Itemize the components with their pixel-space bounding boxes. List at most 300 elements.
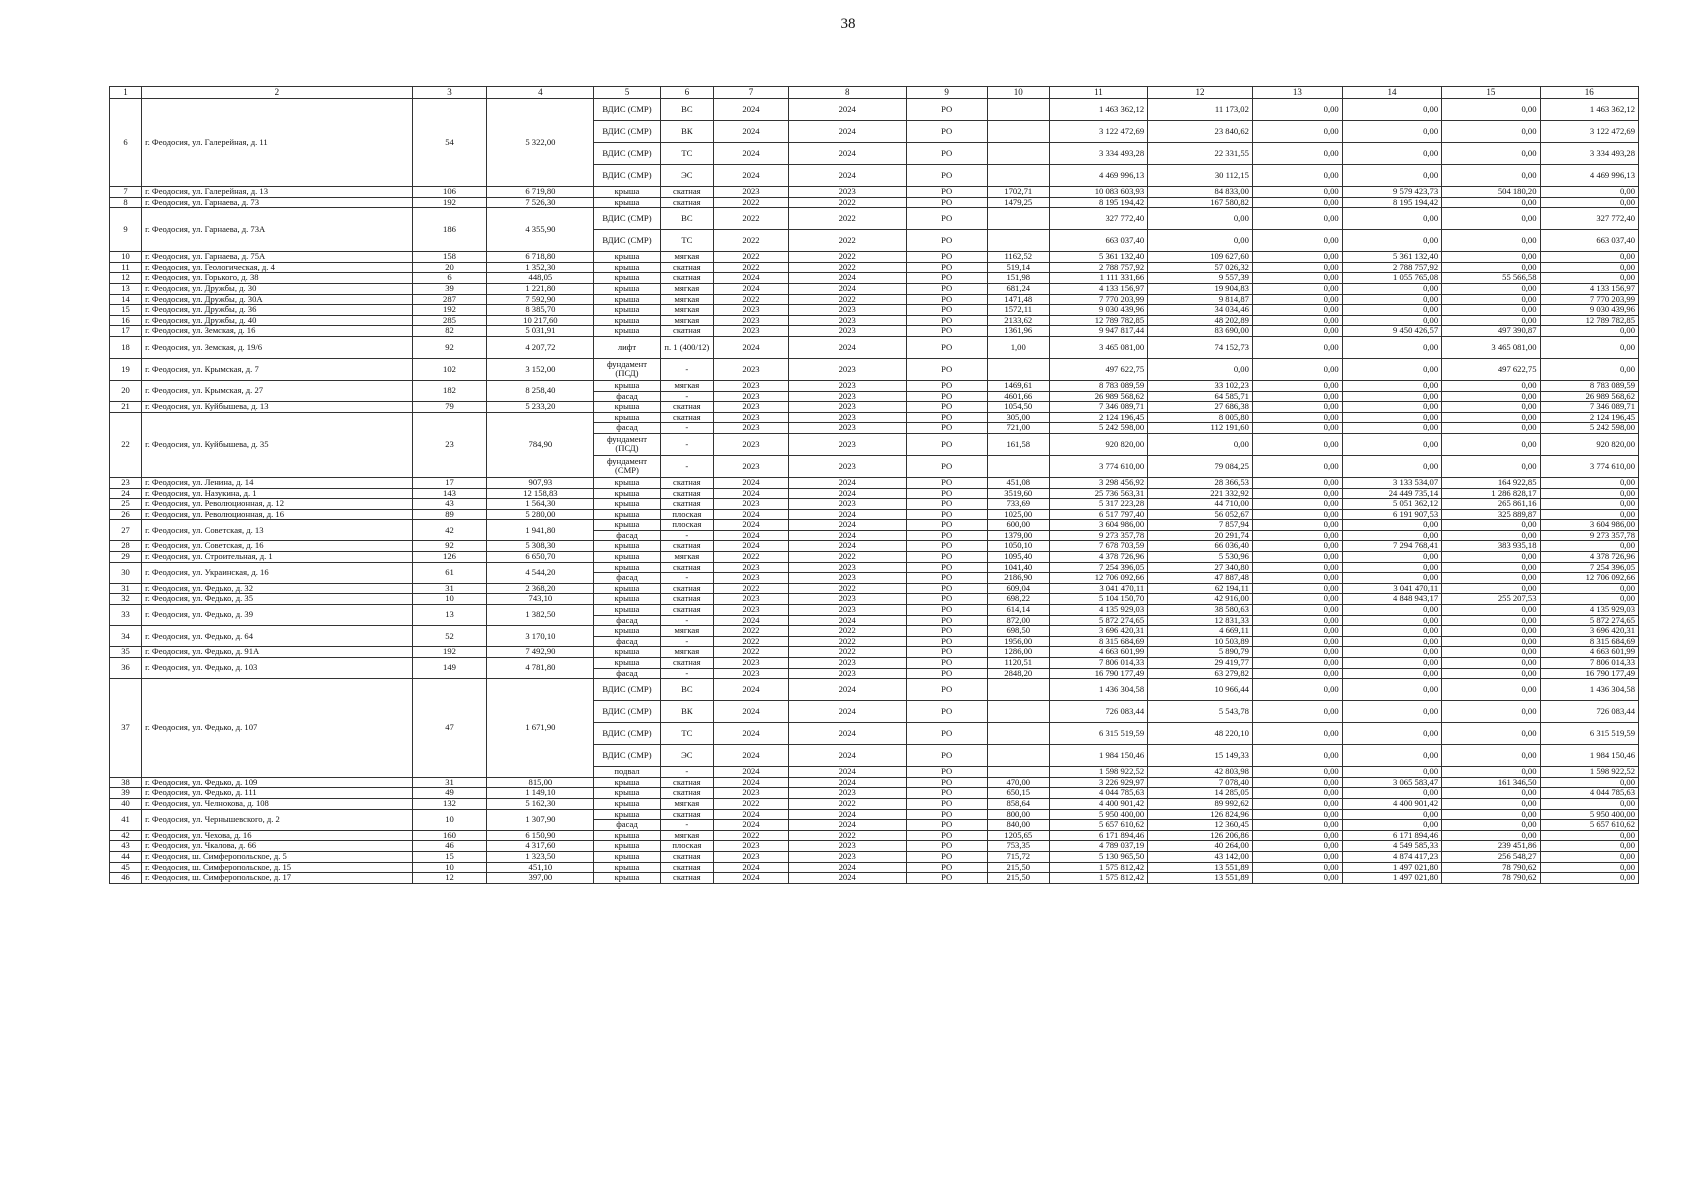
apartments-cell: 149 (412, 658, 487, 679)
value-cell: 0,00 (1252, 594, 1342, 605)
value-cell: 2 788 757,92 (1342, 262, 1441, 273)
row-number: 20 (110, 380, 142, 401)
value-cell: 2024 (788, 862, 906, 873)
value-cell: скатная (660, 477, 713, 488)
value-cell: 2186,90 (987, 573, 1049, 584)
area-cell: 1 352,30 (487, 262, 594, 273)
repair-register-table (109, 86, 1639, 884)
value-cell: 2023 (788, 402, 906, 413)
value-cell: 5 890,79 (1148, 647, 1253, 658)
value-cell: 4 378 726,96 (1540, 552, 1638, 563)
value-cell: 22 331,55 (1148, 143, 1253, 165)
value-cell: 62 194,11 (1148, 583, 1253, 594)
value-cell: крыша (594, 262, 660, 273)
column-number: 14 (1342, 87, 1441, 99)
value-cell: 0,00 (1540, 509, 1638, 520)
apartments-cell: 39 (412, 283, 487, 294)
value-cell: 8 315 684,69 (1049, 636, 1147, 647)
value-cell: скатная (660, 862, 713, 873)
value-cell: ВС (660, 679, 713, 701)
apartments-cell: 17 (412, 477, 487, 488)
value-cell: РО (906, 336, 987, 358)
value-cell: 38 580,63 (1148, 605, 1253, 616)
value-cell: РО (906, 380, 987, 391)
value-cell: 3 334 493,28 (1049, 143, 1147, 165)
apartments-cell: 82 (412, 326, 487, 337)
value-cell: 126 206,86 (1148, 830, 1253, 841)
area-cell: 743,10 (487, 594, 594, 605)
value-cell: 0,00 (1442, 423, 1540, 434)
value-cell: РО (906, 433, 987, 455)
column-number: 3 (412, 87, 487, 99)
row-number: 23 (110, 477, 142, 488)
value-cell: 2024 (788, 873, 906, 884)
value-cell: РО (906, 562, 987, 573)
address-cell: г. Феодосия, ул. Советская, д. 13 (142, 520, 413, 541)
table-row (110, 851, 1639, 862)
value-cell: крыша (594, 477, 660, 488)
value-cell: 2024 (788, 541, 906, 552)
value-cell: 1286,00 (987, 647, 1049, 658)
value-cell: 2023 (714, 788, 789, 799)
value-cell: 1 111 331,66 (1049, 273, 1147, 284)
value-cell: 325 889,87 (1442, 509, 1540, 520)
value-cell: 2024 (788, 723, 906, 745)
value-cell: 161,58 (987, 433, 1049, 455)
value-cell: ТС (660, 143, 713, 165)
value-cell: 0,00 (1442, 788, 1540, 799)
value-cell: 2022 (788, 647, 906, 658)
value-cell: ВДИС (СМР) (594, 121, 660, 143)
value-cell: 28 366,53 (1148, 477, 1253, 488)
value-cell: 1 286 828,17 (1442, 488, 1540, 499)
value-cell: 12 706 092,66 (1540, 573, 1638, 584)
row-number: 37 (110, 679, 142, 778)
value-cell: 7 346 089,71 (1049, 402, 1147, 413)
value-cell: 2024 (714, 862, 789, 873)
column-number: 11 (1049, 87, 1147, 99)
value-cell: 2023 (788, 499, 906, 510)
column-number: 12 (1148, 87, 1253, 99)
value-cell: фундамент (ПСД) (594, 358, 660, 380)
apartments-cell: 192 (412, 647, 487, 658)
value-cell: 0,00 (1148, 230, 1253, 252)
value-cell: крыша (594, 380, 660, 391)
value-cell: 0,00 (1540, 187, 1638, 198)
value-cell: 2024 (788, 809, 906, 820)
apartments-cell: 10 (412, 594, 487, 605)
address-cell: г. Феодосия, ул. Галерейная, д. 13 (142, 187, 413, 198)
value-cell: фасад (594, 423, 660, 434)
value-cell: 0,00 (1342, 315, 1441, 326)
value-cell: РО (906, 294, 987, 305)
value-cell: 2023 (714, 658, 789, 669)
value-cell: 2023 (714, 499, 789, 510)
apartments-cell: 89 (412, 509, 487, 520)
value-cell: 0,00 (1442, 679, 1540, 701)
table-row (110, 358, 1639, 380)
value-cell: 0,00 (1442, 294, 1540, 305)
value-cell: мягкая (660, 798, 713, 809)
value-cell: ТС (660, 723, 713, 745)
value-cell: 33 102,23 (1148, 380, 1253, 391)
value-cell: РО (906, 283, 987, 294)
value-cell: 0,00 (1442, 208, 1540, 230)
address-cell: г. Феодосия, ул. Дружбы, д. 30 (142, 283, 413, 294)
value-cell: 0,00 (1252, 820, 1342, 831)
value-cell: 2022 (714, 262, 789, 273)
value-cell: 0,00 (1540, 358, 1638, 380)
value-cell: 2022 (714, 798, 789, 809)
value-cell: РО (906, 262, 987, 273)
value-cell: 5 242 598,00 (1540, 423, 1638, 434)
table-row (110, 336, 1639, 358)
row-number: 36 (110, 658, 142, 679)
value-cell: 2023 (714, 391, 789, 402)
value-cell: 6 315 519,59 (1049, 723, 1147, 745)
value-cell: 4 663 601,99 (1540, 647, 1638, 658)
value-cell: 0,00 (1342, 723, 1441, 745)
address-cell: г. Феодосия, ул. Гарнаева, д. 73А (142, 208, 413, 252)
value-cell: 1205,65 (987, 830, 1049, 841)
value-cell: 0,00 (1252, 488, 1342, 499)
value-cell: 2022 (714, 294, 789, 305)
table-row (110, 658, 1639, 669)
table-row (110, 509, 1639, 520)
value-cell: РО (906, 626, 987, 637)
value-cell: 0,00 (1252, 455, 1342, 477)
value-cell: 0,00 (1252, 391, 1342, 402)
value-cell: 221 332,92 (1148, 488, 1253, 499)
value-cell: 2024 (788, 121, 906, 143)
address-cell: г. Феодосия, ул. Гарнаева, д. 75А (142, 252, 413, 263)
value-cell: 26 989 568,62 (1540, 391, 1638, 402)
value-cell: 0,00 (1442, 723, 1540, 745)
value-cell: 13 551,89 (1148, 873, 1253, 884)
value-cell: 0,00 (1252, 326, 1342, 337)
value-cell: 0,00 (1252, 767, 1342, 778)
value-cell: фасад (594, 668, 660, 679)
value-cell: 40 264,00 (1148, 841, 1253, 852)
apartments-cell: 160 (412, 830, 487, 841)
area-cell: 6 650,70 (487, 552, 594, 563)
value-cell: 9 030 439,96 (1049, 305, 1147, 316)
value-cell: РО (906, 788, 987, 799)
value-cell: 2024 (714, 777, 789, 788)
value-cell: 2023 (788, 315, 906, 326)
column-number: 15 (1442, 87, 1540, 99)
value-cell: 0,00 (1540, 841, 1638, 852)
address-cell: г. Феодосия, ул. Федько, д. 35 (142, 594, 413, 605)
value-cell: 11 173,02 (1148, 99, 1253, 121)
value-cell: 126 824,96 (1148, 809, 1253, 820)
value-cell: 0,00 (1442, 605, 1540, 616)
value-cell: 8 783 089,59 (1540, 380, 1638, 391)
register-body (110, 87, 1639, 884)
value-cell: 2022 (714, 636, 789, 647)
row-number: 14 (110, 294, 142, 305)
value-cell: мягкая (660, 626, 713, 637)
value-cell: п. 1 (400/12) (660, 336, 713, 358)
value-cell: 0,00 (1342, 552, 1441, 563)
row-number: 10 (110, 252, 142, 263)
value-cell: РО (906, 658, 987, 669)
value-cell: 2024 (788, 777, 906, 788)
value-cell: 1 984 150,46 (1049, 745, 1147, 767)
row-number: 15 (110, 305, 142, 316)
row-number: 30 (110, 562, 142, 583)
row-number: 7 (110, 187, 142, 198)
value-cell: 2023 (788, 412, 906, 423)
value-cell: - (660, 820, 713, 831)
apartments-cell: 10 (412, 862, 487, 873)
value-cell: 0,00 (1252, 99, 1342, 121)
value-cell: 726 083,44 (1540, 701, 1638, 723)
value-cell: скатная (660, 594, 713, 605)
value-cell: РО (906, 530, 987, 541)
column-number: 7 (714, 87, 789, 99)
value-cell: фасад (594, 820, 660, 831)
value-cell: РО (906, 668, 987, 679)
apartments-cell: 192 (412, 197, 487, 208)
value-cell: 9 273 357,78 (1049, 530, 1147, 541)
value-cell: 0,00 (1252, 252, 1342, 263)
value-cell: 0,00 (1252, 830, 1342, 841)
value-cell: 0,00 (1342, 788, 1441, 799)
value-cell: 6 517 797,40 (1049, 509, 1147, 520)
value-cell: скатная (660, 187, 713, 198)
value-cell: 0,00 (1442, 626, 1540, 637)
value-cell: 0,00 (1442, 767, 1540, 778)
value-cell: 2024 (788, 477, 906, 488)
area-cell: 1 564,30 (487, 499, 594, 510)
value-cell: 0,00 (1342, 294, 1441, 305)
value-cell: 2024 (788, 530, 906, 541)
value-cell: 0,00 (1540, 830, 1638, 841)
row-number: 39 (110, 788, 142, 799)
value-cell: 0,00 (1540, 777, 1638, 788)
value-cell: 24 449 735,14 (1342, 488, 1441, 499)
value-cell: крыша (594, 658, 660, 669)
value-cell: 8 315 684,69 (1540, 636, 1638, 647)
value-cell: 2024 (788, 767, 906, 778)
area-cell: 7 492,90 (487, 647, 594, 658)
value-cell: 27 686,38 (1148, 402, 1253, 413)
value-cell: ВДИС (СМР) (594, 745, 660, 767)
value-cell: ВДИС (СМР) (594, 230, 660, 252)
value-cell: 5 104 150,70 (1049, 594, 1147, 605)
row-number: 26 (110, 509, 142, 520)
value-cell: мягкая (660, 380, 713, 391)
area-cell: 8 258,40 (487, 380, 594, 401)
value-cell: 0,00 (1342, 745, 1441, 767)
value-cell: 0,00 (1442, 668, 1540, 679)
value-cell: 2023 (714, 562, 789, 573)
area-cell: 10 217,60 (487, 315, 594, 326)
value-cell: 2023 (714, 358, 789, 380)
value-cell: 0,00 (1442, 283, 1540, 294)
value-cell: 2022 (714, 647, 789, 658)
value-cell: 0,00 (1442, 820, 1540, 831)
value-cell: 9 814,87 (1148, 294, 1253, 305)
value-cell: 504 180,20 (1442, 187, 1540, 198)
value-cell: 3 041 470,11 (1049, 583, 1147, 594)
apartments-cell: 6 (412, 273, 487, 284)
value-cell: 0,00 (1252, 121, 1342, 143)
value-cell: 4 044 785,63 (1540, 788, 1638, 799)
value-cell: крыша (594, 605, 660, 616)
value-cell (987, 358, 1049, 380)
value-cell: 5 872 274,65 (1540, 615, 1638, 626)
table-row (110, 294, 1639, 305)
value-cell: 600,00 (987, 520, 1049, 531)
value-cell: 7 806 014,33 (1049, 658, 1147, 669)
apartments-cell: 12 (412, 873, 487, 884)
value-cell: 19 904,83 (1148, 283, 1253, 294)
value-cell: 0,00 (1442, 433, 1540, 455)
value-cell: 1054,50 (987, 402, 1049, 413)
value-cell: 0,00 (1442, 658, 1540, 669)
value-cell: РО (906, 187, 987, 198)
value-cell: 4 135 929,03 (1540, 605, 1638, 616)
value-cell: 2 124 196,45 (1049, 412, 1147, 423)
value-cell: 872,00 (987, 615, 1049, 626)
address-cell: г. Феодосия, ул. Земская, д. 16 (142, 326, 413, 337)
value-cell: РО (906, 777, 987, 788)
value-cell: 2024 (788, 143, 906, 165)
value-cell: 2023 (788, 594, 906, 605)
value-cell: 2024 (714, 336, 789, 358)
value-cell: скатная (660, 326, 713, 337)
value-cell: 3 122 472,69 (1049, 121, 1147, 143)
value-cell: 9 557,39 (1148, 273, 1253, 284)
value-cell: 920 820,00 (1049, 433, 1147, 455)
value-cell: 0,00 (1442, 745, 1540, 767)
value-cell (987, 767, 1049, 778)
value-cell: крыша (594, 315, 660, 326)
address-cell: г. Феодосия, ул. Крымская, д. 7 (142, 358, 413, 380)
value-cell: 30 112,15 (1148, 165, 1253, 187)
value-cell: 3 604 986,00 (1049, 520, 1147, 531)
value-cell: РО (906, 541, 987, 552)
value-cell: - (660, 530, 713, 541)
table-row (110, 830, 1639, 841)
table-row (110, 252, 1639, 263)
value-cell: 0,00 (1540, 252, 1638, 263)
value-cell: 0,00 (1342, 121, 1441, 143)
table-row (110, 380, 1639, 391)
area-cell: 1 221,80 (487, 283, 594, 294)
value-cell: РО (906, 701, 987, 723)
value-cell: 3 226 929,97 (1049, 777, 1147, 788)
value-cell: 0,00 (1342, 380, 1441, 391)
value-cell: 0,00 (1442, 455, 1540, 477)
value-cell: крыша (594, 647, 660, 658)
value-cell: 12 789 782,85 (1540, 315, 1638, 326)
value-cell: скатная (660, 605, 713, 616)
address-cell: г. Феодосия, ул. Земская, д. 19/6 (142, 336, 413, 358)
value-cell: 470,00 (987, 777, 1049, 788)
value-cell: 0,00 (1252, 262, 1342, 273)
value-cell: ЭС (660, 165, 713, 187)
area-cell: 3 170,10 (487, 626, 594, 647)
column-number: 9 (906, 87, 987, 99)
value-cell: 78 790,62 (1442, 862, 1540, 873)
table-row (110, 326, 1639, 337)
value-cell (987, 701, 1049, 723)
apartments-cell: 47 (412, 679, 487, 778)
value-cell: РО (906, 679, 987, 701)
value-cell: крыша (594, 798, 660, 809)
value-cell: 9 030 439,96 (1540, 305, 1638, 316)
value-cell: 0,00 (1540, 583, 1638, 594)
value-cell: РО (906, 605, 987, 616)
value-cell: 167 580,82 (1148, 197, 1253, 208)
column-number: 2 (142, 87, 413, 99)
address-cell: г. Феодосия, ул. Галерейная, д. 11 (142, 99, 413, 187)
value-cell: 920 820,00 (1540, 433, 1638, 455)
value-cell: 3 041 470,11 (1342, 583, 1441, 594)
value-cell: 0,00 (1252, 701, 1342, 723)
value-cell: скатная (660, 499, 713, 510)
value-cell: 2022 (714, 626, 789, 637)
value-cell: 0,00 (1540, 477, 1638, 488)
apartments-cell: 10 (412, 809, 487, 830)
value-cell: 4 469 996,13 (1049, 165, 1147, 187)
value-cell: 2024 (714, 273, 789, 284)
value-cell: 2024 (714, 615, 789, 626)
value-cell: РО (906, 862, 987, 873)
value-cell: 2022 (714, 230, 789, 252)
address-cell: г. Феодосия, ул. Строительная, д. 1 (142, 552, 413, 563)
value-cell: 715,72 (987, 851, 1049, 862)
value-cell: 5 530,96 (1148, 552, 1253, 563)
value-cell: 0,00 (1442, 99, 1540, 121)
row-number: 34 (110, 626, 142, 647)
value-cell: 1 436 304,58 (1540, 679, 1638, 701)
column-number: 4 (487, 87, 594, 99)
value-cell: 614,14 (987, 605, 1049, 616)
apartments-cell: 61 (412, 562, 487, 583)
value-cell: 698,50 (987, 626, 1049, 637)
row-number: 17 (110, 326, 142, 337)
value-cell: 0,00 (1252, 499, 1342, 510)
address-cell: г. Феодосия, ул. Куйбышева, д. 13 (142, 402, 413, 413)
value-cell: 0,00 (1342, 143, 1441, 165)
value-cell: 0,00 (1540, 197, 1638, 208)
value-cell: 2023 (788, 851, 906, 862)
value-cell: РО (906, 552, 987, 563)
value-cell: 6 315 519,59 (1540, 723, 1638, 745)
value-cell: 0,00 (1252, 636, 1342, 647)
row-number: 21 (110, 402, 142, 413)
area-cell: 5 322,00 (487, 99, 594, 187)
value-cell: 1 598 922,52 (1540, 767, 1638, 778)
value-cell: 0,00 (1252, 862, 1342, 873)
row-number: 28 (110, 541, 142, 552)
value-cell: фасад (594, 615, 660, 626)
table-row (110, 647, 1639, 658)
value-cell: 2023 (788, 668, 906, 679)
value-cell: 0,00 (1252, 509, 1342, 520)
value-cell: 2023 (714, 305, 789, 316)
value-cell: 0,00 (1342, 423, 1441, 434)
value-cell: 2023 (714, 402, 789, 413)
value-cell: 2024 (714, 165, 789, 187)
value-cell: крыша (594, 326, 660, 337)
row-number: 32 (110, 594, 142, 605)
row-number: 38 (110, 777, 142, 788)
